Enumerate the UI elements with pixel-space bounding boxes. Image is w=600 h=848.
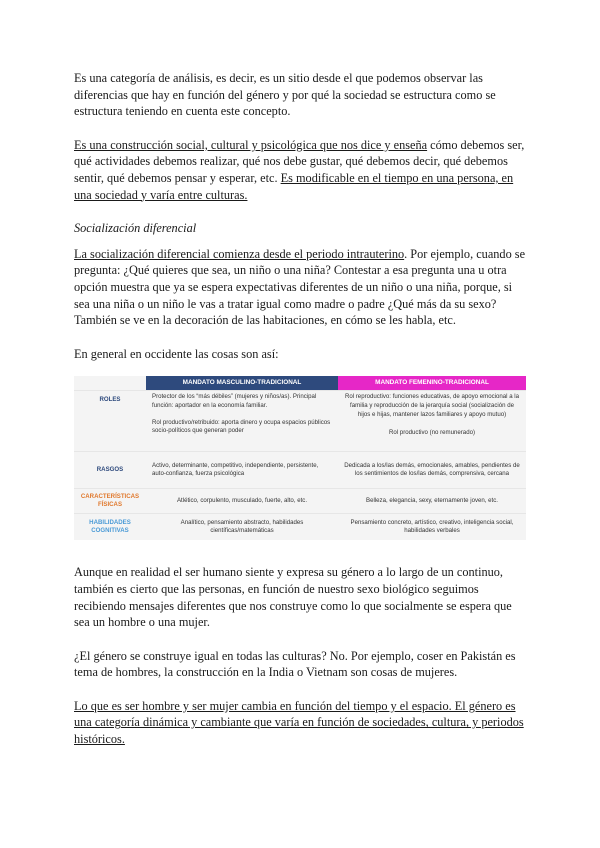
header-blank [74,376,146,390]
body-text: cómo debemos ser, qué actividades debemos realizar, qué nos debe gustar, qué debemos decir, qué debemos sentir, qué debemos pensar y esperar, etc. [74,137,525,185]
table-header [74,376,526,390]
cell-masculino [146,452,338,488]
row-label: CARACTERÍSTICAS FÍSICAS [80,492,140,509]
paragraph-occidente: En general en occidente las cosas son así: [74,346,279,361]
paragraph-construccion [74,137,526,203]
table-row-cognitivas [74,513,526,540]
table-row-roles [74,390,526,451]
gender-mandates-table [74,376,526,540]
body-text: . Por ejemplo, cuando se pregunta: ¿Qué quieres que sea, un niño o una niña? Contestar a esa pregunta una u otra opción muestra que ya se espera expectativas diferentes de un niño o una niña, porque, si sea una niña o un niño le vas a tratar igual como madre o padre ¿Qué más da su sexo? También se ve en la decoración de las habitaciones, en cómo se les habla, etc. [74,246,526,328]
row-label: ROLES [99,396,121,404]
underlined-text: Es modificable en el tiempo en una persona, en una sociedad y varía entre culturas. [74,170,514,202]
cell-femenino [338,489,526,513]
cell-text: Activo, determinante, competitivo, independiente, persistente, auto-confianza, fuerza psicológica [152,461,319,478]
cell-femenino [338,514,526,540]
cell-text: Atlético, corpulento, musculado, fuerte, alto, etc. [176,497,308,505]
paragraph-culturas: ¿El género se construye igual en todas las culturas? No. Por ejemplo, coser en Pakistán es tema de hombres, la construcción en la India o Vietnam son cosas de mujeres. [74,648,516,680]
paragraph-conclusion: Lo que es ser hombre y ser mujer cambia en función del tiempo y el espacio. El género es una categoría dinámica y cambiante que varía en función de sociedades, cultura, y periodos históricos. [74,698,524,747]
header-femenino: MANDATO FEMENINO-TRADICIONAL [338,376,526,390]
cell-masculino [146,391,338,451]
header-masculino: MANDATO MASCULINO-TRADICIONAL [146,376,338,390]
paragraph-definition: Es una categoría de análisis, es decir, es un sitio desde el que podemos observar las diferencias que hay en función del género y por qué la sociedad se estructura como se estructura teniendo en cuenta este concepto. [74,71,496,119]
cell-text: Rol reproductivo: funciones educativas, de apoyo emocional a la familia y reproducción de la jerarquía social (socialización de hijos e hijas, mantener lazos familiares y apoyo mutuo) [344,393,520,418]
cell-masculino [146,489,338,513]
cell-text: Dedicada a los/las demás, emocionales, amables, pendientes de los sentimientos de los/las demás, comprensiva, cercana [344,461,520,478]
paragraph-continuo: Aunque en realidad el ser humano siente y expresa su género a lo largo de un continuo, también es cierto que las personas, en función de nuestro sexo biológico seguimos recibiendo mensajes diferentes que nos construye como lo que socialmente se espera que sea un hombre o una mujer. [74,565,512,630]
cell-text: Protector de los “más débiles” (mujeres y niños/as). Principal función: aportador en la economía familiar. [152,393,317,409]
cell-femenino [338,391,526,451]
row-label: HABILIDADES COGNITIVAS [89,518,131,535]
cell-text: Rol productivo (no remunerado) [388,429,476,437]
cell-text: Rol productivo/retribuido: aporta dinero y ocupa espacios públicos socio-políticos que generan poder [152,418,331,435]
cell-text: Analítico, pensamiento abstracto, habilidades científicas/matemáticas [180,518,304,535]
document-page [74,70,526,748]
underlined-text: La socialización diferencial comienza desde el periodo intrauterino [74,246,405,261]
paragraph-socializacion [74,246,526,329]
cell-femenino [338,452,526,488]
underlined-text: Es una construcción social, cultural y psicológica que nos dice y enseña [74,137,428,152]
cell-masculino [146,514,338,540]
cell-text: Belleza, elegancia, sexy, eternamente joven, etc. [366,497,498,505]
table-row-rasgos [74,451,526,488]
section-heading: Socialización diferencial [74,221,197,236]
row-label: RASGOS [96,466,124,474]
table-row-fisicas [74,488,526,513]
cell-text: Pensamiento concreto, artístico, creativo, inteligencia social, habilidades verbales [350,518,514,535]
